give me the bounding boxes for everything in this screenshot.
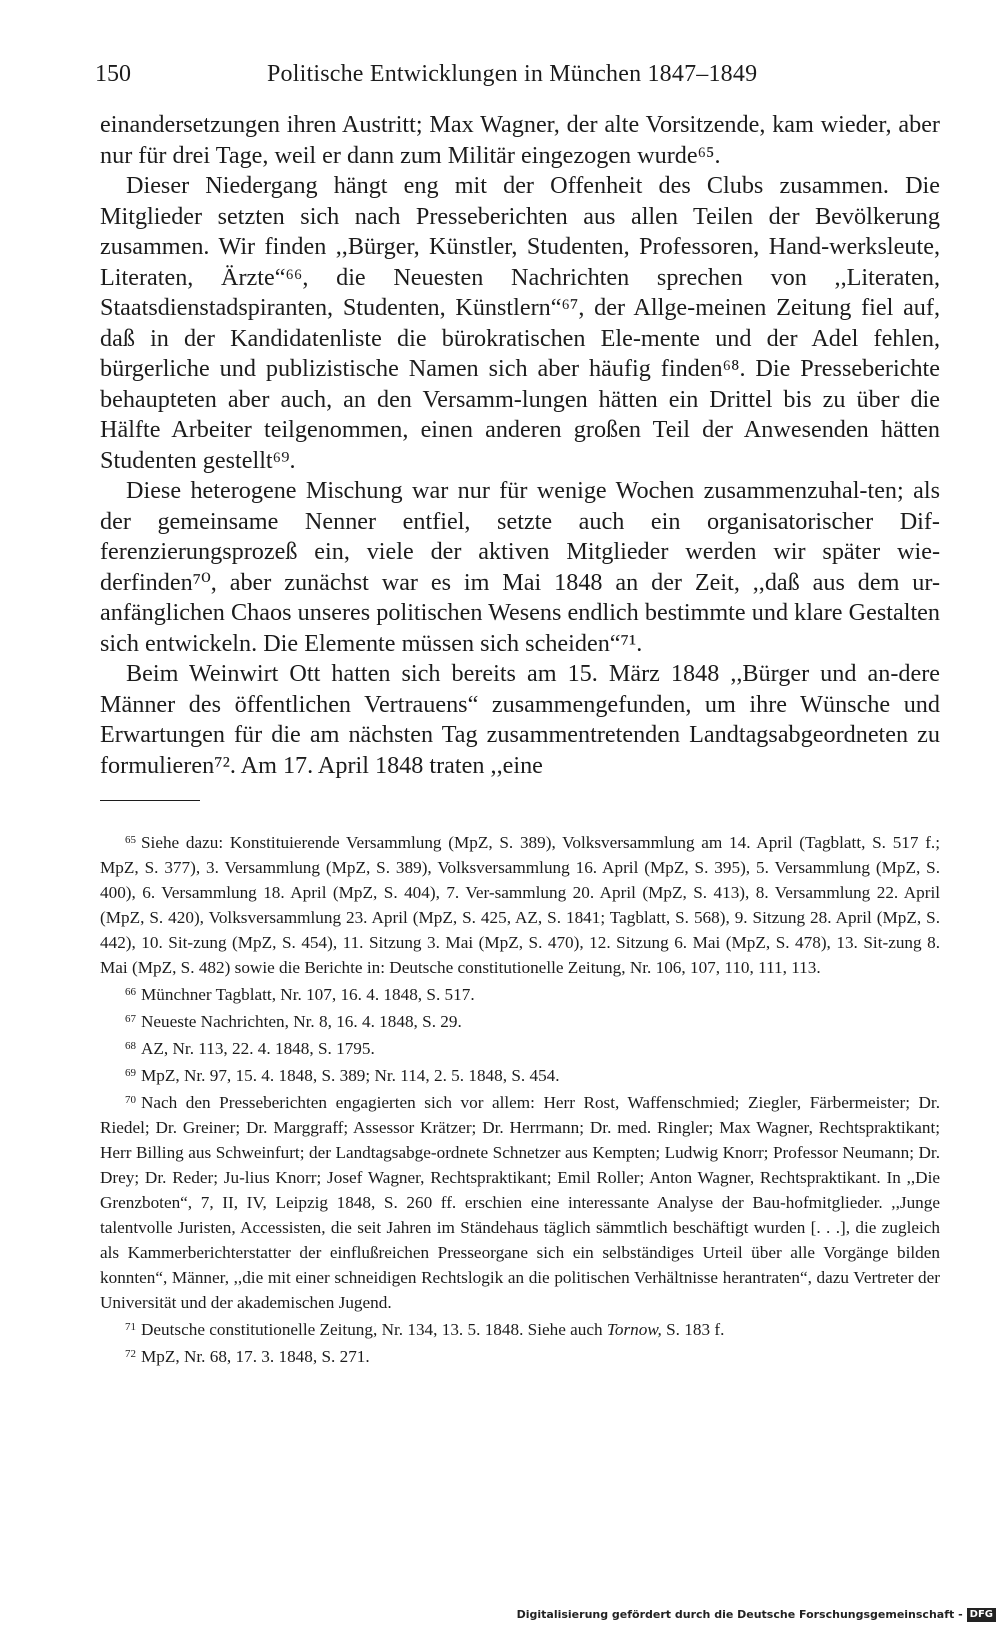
footnote-number: 68 <box>125 1040 136 1052</box>
dfg-logo: DFG <box>967 1608 996 1622</box>
paragraph: einandersetzungen ihren Austritt; Max Wagner, der alte Vorsitzende, kam wieder, aber nur für drei Tage, weil er dann zum Militär eingezogen wurde⁶⁵. <box>100 111 940 169</box>
footnote <box>100 1034 940 1061</box>
footnote <box>100 980 940 1007</box>
footnote <box>100 1007 940 1034</box>
paragraph: Dieser Niedergang hängt eng mit der Offenheit des Clubs zusammen. Die Mitglieder setzten sich nach Presseberichten aus allen Teilen der Bevölkerung zusammen. Wir finden ,,Bürger, Künstler, Studenten, Professoren, Hand-werksleute, Literaten, Ärzte“⁶⁶, die Neuesten Nachrichten sprechen von ,,Literaten, Staatsdienstadspiranten, Studenten, Künstlern“⁶⁷, der Allge-meinen Zeitung fiel auf, daß in der Kandidatenliste die bürokratischen Ele-mente und der Adel fehlen, bürgerliche und publizistische Namen sich aber häufig finden⁶⁸. Die Presseberichte behaupteten aber auch, an den Versamm-lungen hätten ein Drittel bis zu über die Hälfte Arbeiter teilgenommen, einen anderen großen Teil der Anwesenden hätten Studenten gestellt⁶⁹. <box>100 172 940 474</box>
footnote-text: S. 183 f. <box>661 1320 725 1339</box>
footnote-number: 70 <box>125 1094 136 1106</box>
main-text <box>100 110 940 781</box>
footnote-number: 69 <box>125 1067 136 1079</box>
footnote-text: AZ, Nr. 113, 22. 4. 1848, S. 1795. <box>141 1039 375 1058</box>
footnote <box>100 828 940 980</box>
footnote-text: Neueste Nachrichten, Nr. 8, 16. 4. 1848, S. 29. <box>141 1012 462 1031</box>
footnote-number: 72 <box>125 1348 136 1360</box>
footnote-number: 67 <box>125 1013 136 1025</box>
page-number: 150 <box>95 61 131 87</box>
footnote <box>100 1315 940 1342</box>
footnote-author-italic: Tornow, <box>606 1320 662 1339</box>
footnote-text: Deutsche constitutionelle Zeitung, Nr. 134, 13. 5. 1848. Siehe auch <box>141 1320 607 1339</box>
credit-text: Digitalisierung gefördert durch die Deutsche Forschungsgemeinschaft - <box>516 1608 963 1621</box>
footnote-divider <box>100 800 200 801</box>
footnote <box>100 1061 940 1088</box>
footnote-text: Nach den Presseberichten engagierten sich vor allem: Herr Rost, Waffenschmied; Ziegler, Färbermeister; Dr. Riedel; Dr. Greiner; Dr. Marggraff; Assessor Krätzer; Dr. Herrmann; Dr. med. Ringler; Max Wagner, Rechtspraktikant; Herr Billing aus Schweinfurt; der Landtagsabge-ordnete Schnetzer aus Kempten; Ludwig Knorr; Professor Neumann; Dr. Drey; Dr. Reder; Ju-lius Knorr; Josef Wagner, Rechtspraktikant; Emil Roller; Anton Wagner, Rechtspraktikant. In ,,Die Grenzboten“, 7, II, IV, Leipzig 1848, S. 260 ff. erschien eine interessante Analyse der Bau-hofmitglieder. ,,Junge talentvolle Juristen, Accessisten, die seit Jahren im Ständehaus täglich sämmtlich beschäftigt wurden [. . .], die zugleich als Kammerberichterstatter der einflußreichen Presseorgane sich ein selbständiges Urteil über alle Vorgänge bilden konnten“, Männer, ,,die mit einer schneidigen Rechtslogik an die politischen Verhältnisse herantraten“, dazu Vertreter der Universität und der akademischen Jugend. <box>100 1093 940 1312</box>
footnote <box>100 1342 940 1369</box>
paragraph: Beim Weinwirt Ott hatten sich bereits am 15. März 1848 ,,Bürger und an-dere Männer des öffentlichen Vertrauens“ zusammengefunden, um ihre Wünsche und Erwartungen für die am nächsten Tag zusammentretenden Landtagsabgeordneten zu formulieren⁷². Am 17. April 1848 traten ,,eine <box>100 660 940 779</box>
footnote <box>100 1088 940 1315</box>
paragraph: Diese heterogene Mischung war nur für wenige Wochen zusammenzuhal-ten; als der gemeinsame Nenner entfiel, setzte auch ein organisatorischer Dif-ferenzierungsprozeß ein, viele der aktiven Mitglieder werden wir später wie-derfinden⁷⁰, aber zunächst war es im Mai 1848 an der Zeit, ,,daß aus dem ur-anfänglichen Chaos unseres politischen Wesens endlich bestimmte und klare Gestalten sich entwickeln. Die Elemente müssen sich scheiden“⁷¹. <box>100 477 940 657</box>
footnote-text: Münchner Tagblatt, Nr. 107, 16. 4. 1848, S. 517. <box>141 985 475 1004</box>
running-title: Politische Entwicklungen in München 1847–1849 <box>267 61 758 87</box>
footnotes <box>100 828 940 1369</box>
footnote-number: 71 <box>125 1321 136 1333</box>
footnote-text: Siehe dazu: Konstituierende Versammlung (MpZ, S. 389), Volksversammlung am 14. April (Tagblatt, S. 517 f.; MpZ, S. 377), 3. Versammlung (MpZ, S. 389), Volksversammlung 16. April (MpZ, S. 395), 5. Versammlung (MpZ, S. 400), 6. Versammlung 18. April (MpZ, S. 404), 7. Ver-sammlung 20. April (MpZ, S. 413), 8. Versammlung 22. April (MpZ, S. 420), Volksversammlung 23. April (MpZ, S. 425, AZ, S. 1841; Tagblatt, S. 568), 9. Sitzung 28. April (MpZ, S. 442), 10. Sit-zung (MpZ, S. 454), 11. Sitzung 3. Mai (MpZ, S. 470), 12. Sitzung 6. Mai (MpZ, S. 478), 13. Sit-zung 8. Mai (MpZ, S. 482) sowie die Berichte in: Deutsche constitutionelle Zeitung, Nr. 106, 107, 110, 111, 113. <box>100 833 940 977</box>
footnote-text: MpZ, Nr. 97, 15. 4. 1848, S. 389; Nr. 114, 2. 5. 1848, S. 454. <box>141 1066 560 1085</box>
page-header <box>95 56 935 92</box>
footnote-text: MpZ, Nr. 68, 17. 3. 1848, S. 271. <box>141 1347 370 1366</box>
digitization-credit <box>517 1608 996 1624</box>
footnote-number: 66 <box>125 986 136 998</box>
footnote-number: 65 <box>125 834 136 846</box>
